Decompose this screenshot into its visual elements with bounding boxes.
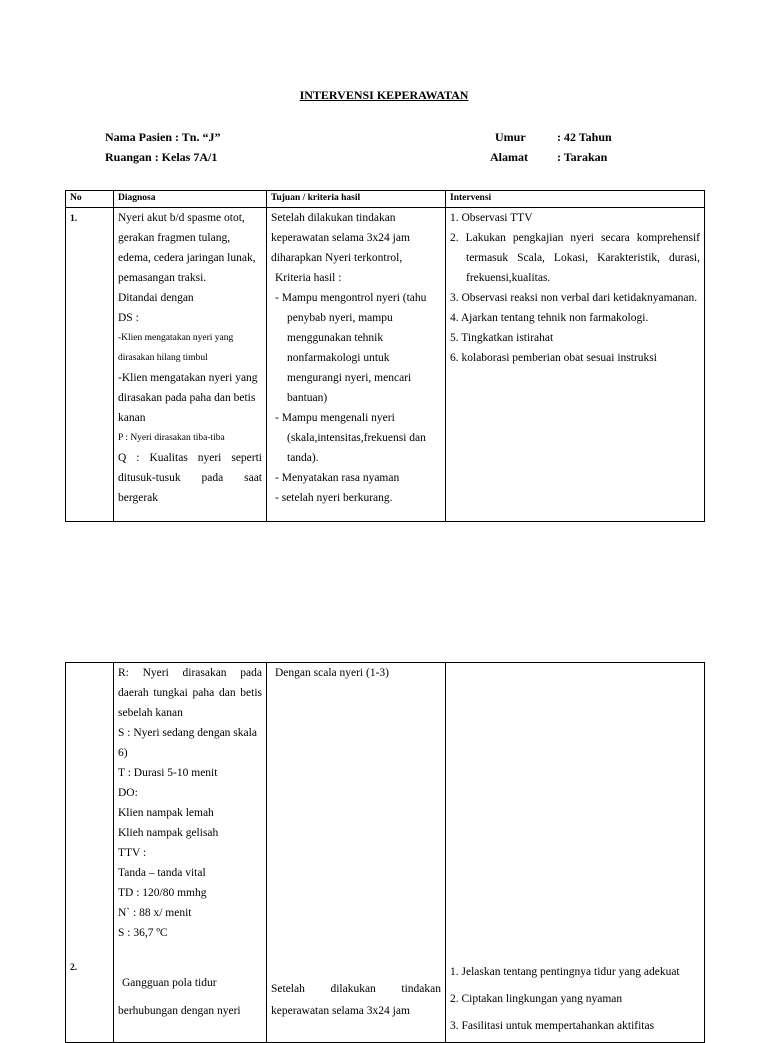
list-item: 2. Ciptakan lingkungan yang nyaman <box>450 993 623 1005</box>
header-tujuan: Tujuan / kriteria hasil <box>267 191 446 208</box>
diagnosa-do2: Klieh nampak gelisah <box>118 827 219 839</box>
list-item: 6. kolaborasi pemberian obat sesuai instruksi <box>450 352 657 364</box>
list-item: - Mampu mengontrol nyeri (tahu penybab nyeri, mampu menggunakan tehnik nonfarmakologi untuk mengurangi nyeri, mencari bantuan) <box>271 288 441 408</box>
table-header-row <box>66 191 705 208</box>
list-item: 1. Observasi TTV <box>450 212 533 224</box>
list-item: 4. Ajarkan tentang tehnik non farmakologi. <box>450 312 649 324</box>
diagnosa-do: DO: <box>118 787 138 799</box>
diagnosa-p: P : Nyeri dirasakan tiba-tiba <box>118 433 225 443</box>
diagnosa-t: T : Durasi 5-10 menit <box>118 767 218 779</box>
diagnosa-cell <box>114 208 267 522</box>
diagnosa-ds1: -Klien mengatakan nyeri yang dirasakan hilang timbul <box>118 333 234 363</box>
list-item: - Mampu mengenali nyeri (skala,intensitas,frekuensi dan tanda). <box>271 408 441 468</box>
diagnosa-s: S : Nyeri sedang dengan skala 6) <box>118 727 257 759</box>
table-row <box>66 663 705 1043</box>
diagnosa-ditandai: Ditandai dengan <box>118 292 194 304</box>
row-number: 1. <box>70 214 78 224</box>
patient-room: Ruangan : Kelas 7A/1 <box>105 150 218 164</box>
diagnosa-do1: Klien nampak lemah <box>118 807 214 819</box>
diagnosa-ttv: TTV : <box>118 847 147 859</box>
list-item: - setelah nyeri berkurang. <box>271 488 441 508</box>
header-intervensi: Intervensi <box>446 191 705 208</box>
diagnosa-s-temp: S : 36,7 ºC <box>118 927 168 939</box>
intervensi-cell <box>446 663 705 1043</box>
intervensi-cell <box>446 208 705 522</box>
header-no: No <box>66 191 114 208</box>
row-number: 2. <box>70 963 78 973</box>
diagnosa-ds2: -Klien mengatakan nyeri yang dirasakan pada paha dan betis kanan <box>118 372 258 424</box>
diagnosa-td: TD : 120/80 mmhg <box>118 887 207 899</box>
list-item: 5. Tingkatkan istirahat <box>450 332 554 344</box>
intervention-table <box>65 190 705 522</box>
list-item: - Menyatakan rasa nyaman <box>271 468 441 488</box>
header-diagnosa: Diagnosa <box>114 191 267 208</box>
tujuan-kriteria: Kriteria hasil : <box>275 272 342 284</box>
list-item: 3. Fasilitasi untuk mempertahankan aktifitas <box>450 1020 655 1032</box>
diagnosa2-line2: berhubungan dengan nyeri <box>118 1005 241 1017</box>
address-label: Alamat <box>490 150 528 164</box>
tujuan-row2: Setelah dilakukan tindakan keperawatan selama 3x24 jam <box>271 983 441 1017</box>
patient-name: Nama Pasien : Tn. “J” <box>105 130 221 144</box>
intervention-table-continued <box>65 662 705 1043</box>
intervensi-list <box>450 208 700 368</box>
diagnosa2-line1: Gangguan pola tidur <box>122 977 217 989</box>
kriteria-list <box>271 288 441 508</box>
diagnosa-main: Nyeri akut b/d spasme otot, gerakan fragmen tulang, edema, cedera jaringan lunak, pemasangan traksi. <box>118 212 256 284</box>
tujuan-intro: Setelah dilakukan tindakan keperawatan selama 3x24 jam diharapkan Nyeri terkontrol, <box>271 212 410 264</box>
tujuan-cell <box>267 208 446 522</box>
diagnosa-n: N` : 88 x/ menit <box>118 907 192 919</box>
diagnosa-cell <box>114 663 267 1043</box>
diagnosa-q: Q : Kualitas nyeri seperti ditusuk-tusuk pada saat bergerak <box>118 452 262 504</box>
diagnosa-ttv-label: Tanda – tanda vital <box>118 867 206 879</box>
tujuan-scale: Dengan scala nyeri (1-3) <box>275 667 389 679</box>
list-item: 2. Lakukan pengkajian nyeri secara komprehensif termasuk Scala, Lokasi, Karakteristik, durasi, frekuensi,kualitas. <box>450 232 700 284</box>
age-label: Umur <box>495 130 526 144</box>
list-item: 3. Observasi reaksi non verbal dari ketidaknyamanan. <box>450 292 698 304</box>
diagnosa-r: R: Nyeri dirasakan pada daerah tungkai paha dan betis sebelah kanan <box>118 667 262 719</box>
tujuan-cell <box>267 663 446 1043</box>
age-value: : 42 Tahun <box>557 130 612 144</box>
table-row <box>66 208 705 522</box>
address-value: : Tarakan <box>557 150 608 164</box>
page-title: INTERVENSI KEPERAWATAN <box>299 88 469 102</box>
diagnosa-ds: DS : <box>118 312 139 324</box>
list-item: 1. Jelaskan tentang pentingnya tidur yang adekuat <box>450 966 680 978</box>
